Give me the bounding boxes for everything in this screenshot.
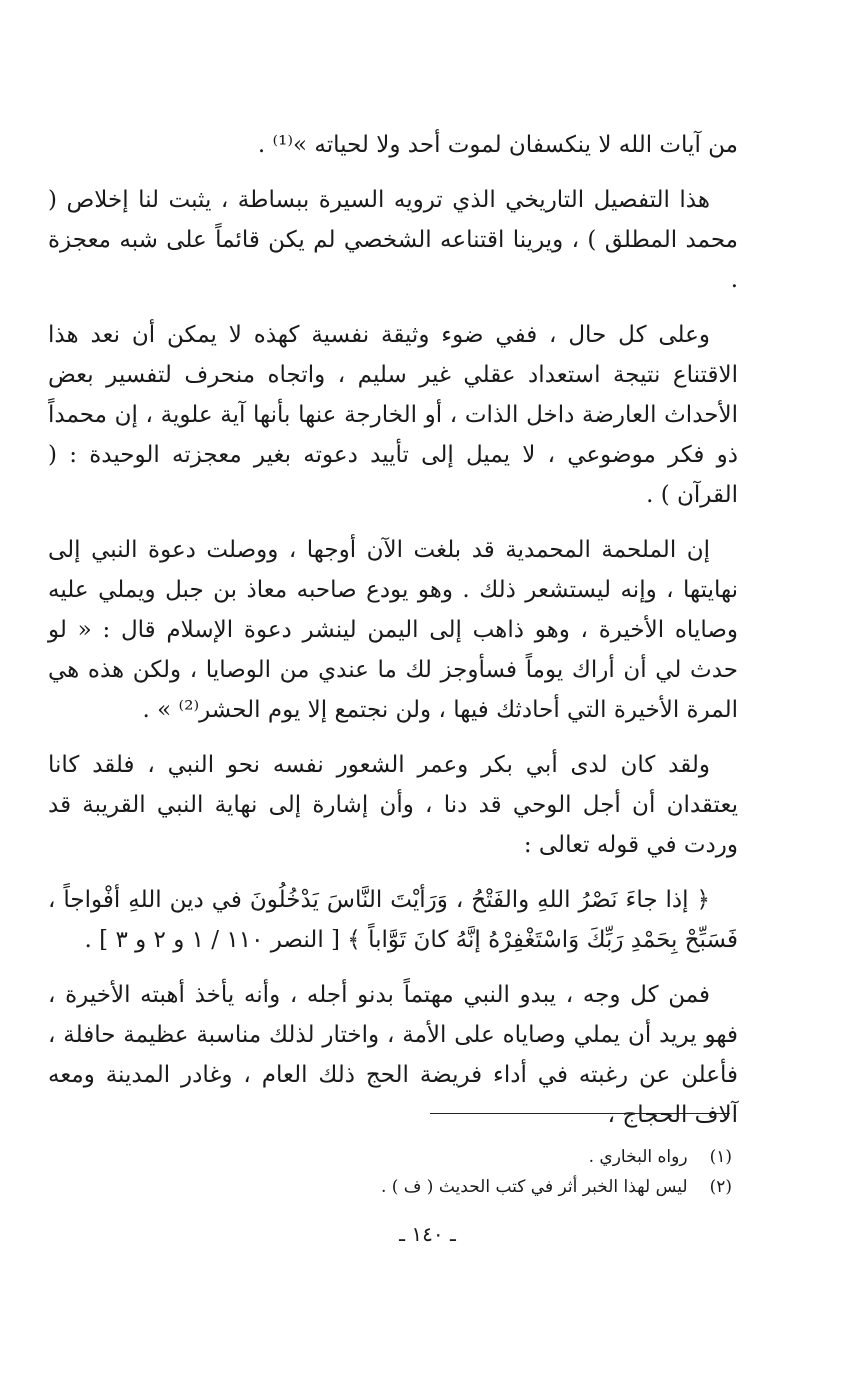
footnote-text: ليس لهذا الخبر أثر في كتب الحديث ( ف ) . [380, 1177, 688, 1197]
paragraph-1: من آيات الله لا ينكسفان لموت أحد ولا لحياته »⁽¹⁾ . [257, 132, 738, 158]
footnote-2 [300, 1172, 732, 1202]
paragraph-7: فمن كل وجه ، يبدو النبي مهتماً بدنو أجله ، وأنه يأخذ أهبته الأخيرة ، فهو يريد أن يملي وصاياه على الأمة ، واختار لذلك مناسبة عظيمة حافلة ، فأعلن عن رغبته في أداء فريضة الحج ذلك العام ، وغادر المدينة ومعه آلاف الحجاج ، [48, 982, 738, 1128]
footnotes [300, 1142, 732, 1202]
footnote-text: رواه البخاري . [588, 1147, 688, 1167]
page-number: ـ ١٤٠ ـ [399, 1222, 456, 1246]
main-text [48, 125, 738, 1150]
footnote-number: (٢) [709, 1177, 732, 1197]
quran-verse: ﴿ إذا جاءَ نَصْرُ اللهِ والفَتْحُ ، وَرَأيْتَ النَّاسَ يَدْخُلُونَ في دين اللهِ أفْواجاً ، فَسَبِّحْ بِحَمْدِ رَبِّكَ وَاسْتَغْفِرْهُ إنَّهُ كانَ تَوَّاباً ﴾ [ النصر ١١٠ / ١ و ٢ و ٣ ] . [48, 887, 738, 953]
paragraph-4: إن الملحمة المحمدية قد بلغت الآن أوجها ، ووصلت دعوة النبي إلى نهايتها ، وإنه ليستشعر ذلك . وهو يودع صاحبه معاذ بن جبل ويملي عليه وصاياه الأخيرة ، وهو ذاهب إلى اليمن لينشر دعوة الإسلام قال : « لو حدث لي أن أراك يوماً فسأوجز لك ما عندي من الوصايا ، ولكن هذه هي المرة الأخيرة التي أحادثك فيها ، ولن نجتمع إلا يوم الحشر⁽²⁾ » . [48, 537, 738, 723]
footnote-1 [300, 1142, 732, 1172]
footnote-divider [430, 1113, 730, 1114]
paragraph-2: هذا التفصيل التاريخي الذي ترويه السيرة ببساطة ، يثبت لنا إخلاص ( محمد المطلق ) ، ويرينا اقتناعه الشخصي لم يكن قائماً على شبه معجزة . [48, 187, 738, 293]
paragraph-3: وعلى كل حال ، ففي ضوء وثيقة نفسية كهذه لا يمكن أن نعد هذا الاقتناع نتيجة استعداد عقلي غير سليم ، واتجاه منحرف لتفسير بعض الأحداث العارضة داخل الذات ، أو الخارجة عنها بأنها آية علوية ، إن محمداً ذو فكر موضوعي ، لا يميل إلى تأييد دعوته بغير معجزته الوحيدة : ( القرآن ) . [48, 322, 738, 508]
paragraph-5: ولقد كان لدى أبي بكر وعمر الشعور نفسه نحو النبي ، فلقد كانا يعتقدان أن أجل الوحي قد دنا ، وأن إشارة إلى نهاية النبي القريبة قد وردت في قوله تعالى : [48, 752, 738, 858]
footnote-number: (١) [709, 1147, 732, 1167]
